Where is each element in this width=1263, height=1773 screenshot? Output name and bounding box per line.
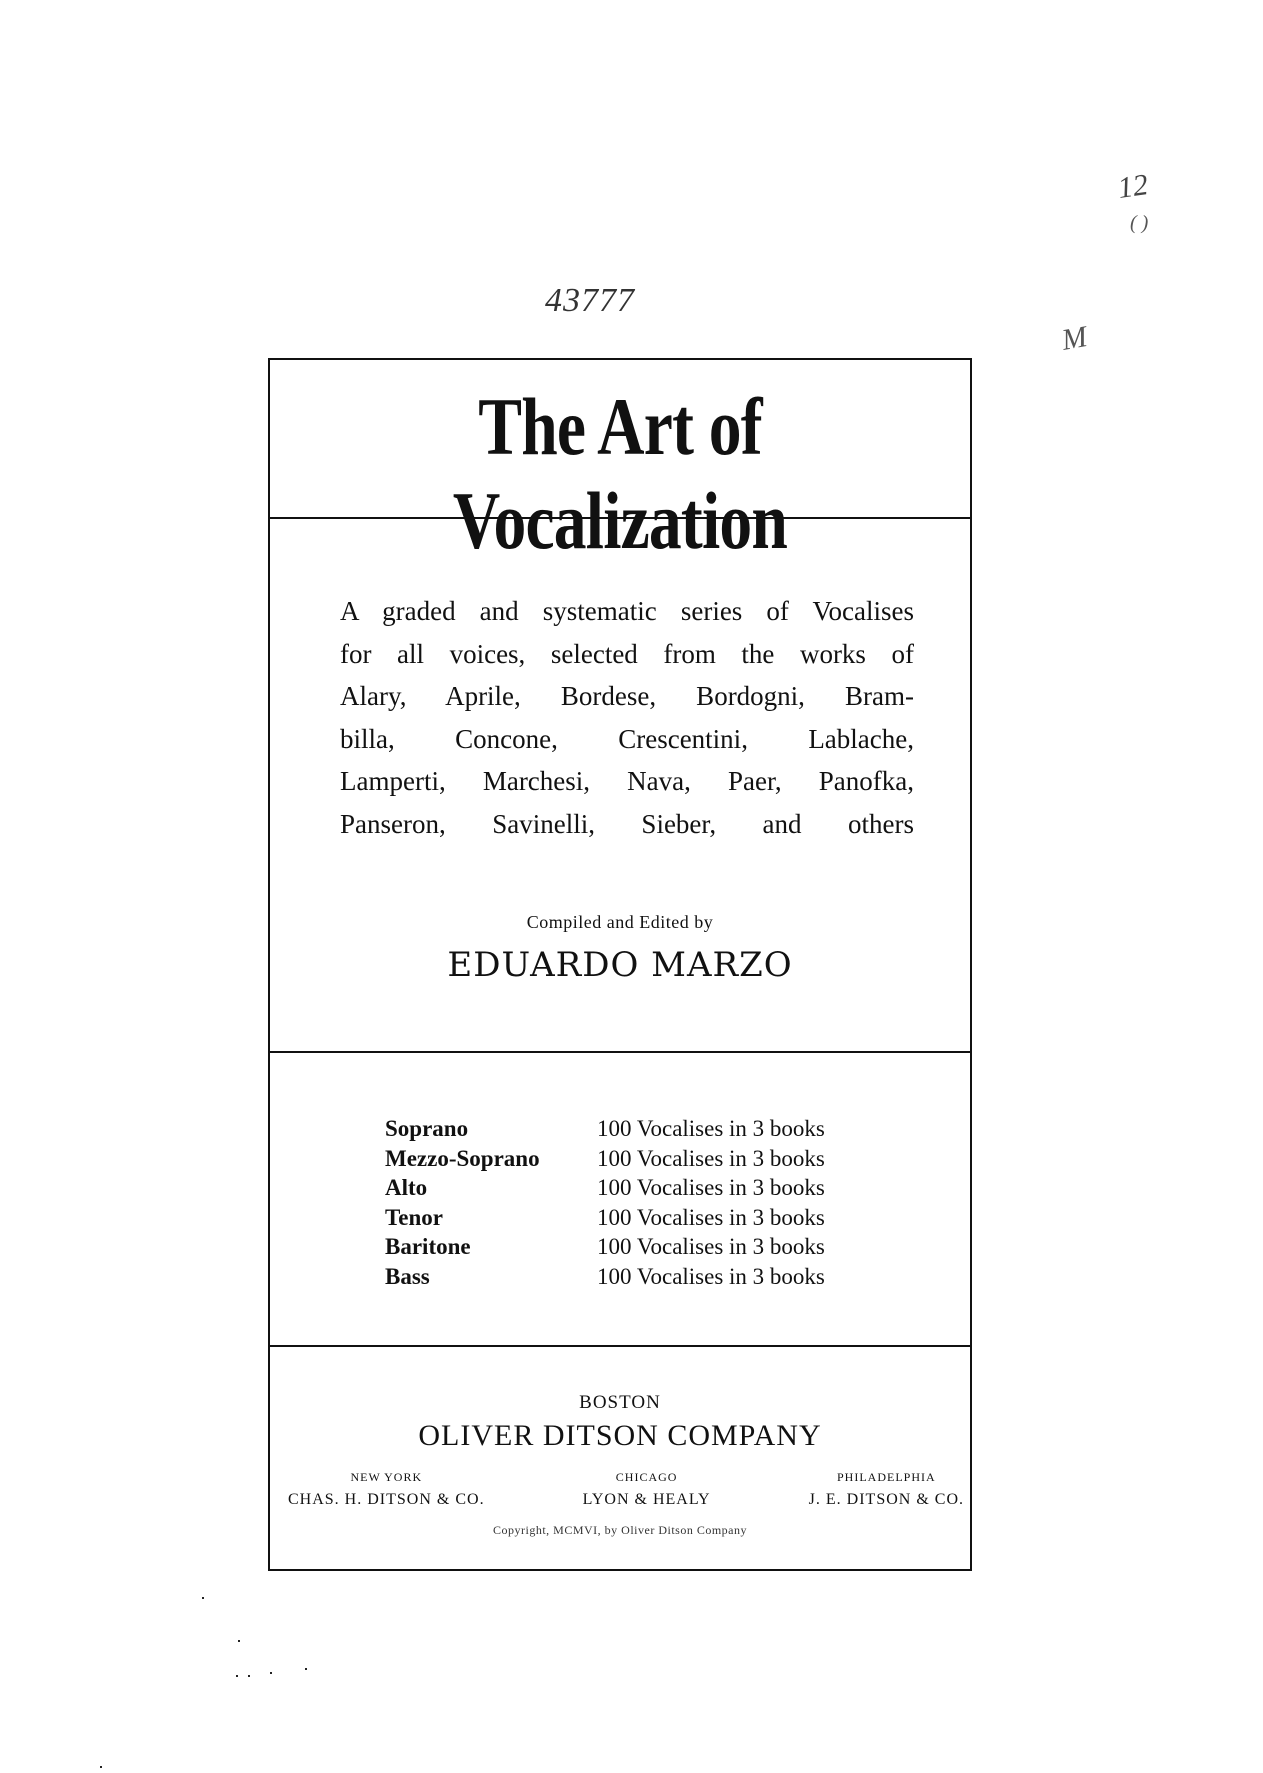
description-line: Alary, Aprile, Bordese, Bordogni, Bram- <box>340 681 914 711</box>
voice-description: 100 Vocalises in 3 books <box>597 1204 825 1230</box>
page-title: The Art of Vocalization <box>452 381 788 566</box>
voice-description: 100 Vocalises in 3 books <box>597 1263 825 1289</box>
handwritten-note-sub: ( ) <box>1130 212 1149 234</box>
imprint-city: BOSTON <box>579 1392 661 1413</box>
description <box>340 590 914 845</box>
voice-row <box>385 1173 825 1203</box>
handwritten-note: 12 <box>1115 168 1151 205</box>
speck <box>238 1640 240 1642</box>
description-line: Lamperti, Marchesi, Nava, Paer, Panofka, <box>340 766 914 796</box>
description-line: Panseron, Savinelli, Sieber, and others <box>340 808 914 839</box>
branch-firm: J. E. DITSON & CO. <box>808 1491 964 1508</box>
voice-row <box>385 1232 825 1262</box>
branch-office <box>809 1470 964 1509</box>
branch-office <box>583 1470 711 1509</box>
description-line: for all voices, selected from the works of <box>340 638 914 669</box>
speck <box>248 1675 250 1677</box>
speck <box>270 1672 272 1674</box>
editor-name: EDUARDO MARZO <box>447 945 793 985</box>
compiled-label: Compiled and Edited by <box>526 912 714 932</box>
divider-editor <box>270 1051 970 1053</box>
voice-description: 100 Vocalises in 3 books <box>597 1175 825 1200</box>
speck <box>305 1668 307 1670</box>
voice-name: Bass <box>385 1263 430 1289</box>
voice-row <box>385 1203 825 1233</box>
branch-city: PHILADELPHIA <box>836 1470 936 1484</box>
voice-name: Baritone <box>385 1234 471 1259</box>
branch-firm: CHAS. H. DITSON & CO. <box>288 1491 485 1508</box>
voice-name: Mezzo-Soprano <box>385 1145 540 1171</box>
voice-name: Tenor <box>385 1204 443 1230</box>
voice-row <box>385 1114 825 1144</box>
library-stamp-number: 43777 <box>545 282 635 319</box>
branch-city: NEW YORK <box>350 1470 423 1484</box>
handwritten-initial: M <box>1059 320 1090 357</box>
publisher-name: OLIVER DITSON COMPANY <box>418 1419 822 1452</box>
branch-firm: LYON & HEALY <box>582 1491 711 1508</box>
description-line: A graded and systematic series of Vocalises <box>340 596 914 626</box>
voice-description: 100 Vocalises in 3 books <box>597 1234 825 1259</box>
voice-description: 100 Vocalises in 3 books <box>597 1116 825 1141</box>
speck <box>236 1675 238 1677</box>
voices-table <box>385 1114 825 1291</box>
description-line: billa, Concone, Crescentini, Lablache, <box>340 723 914 754</box>
divider-voices <box>270 1345 970 1347</box>
branch-office <box>288 1470 485 1509</box>
branch-offices <box>288 1470 964 1509</box>
speck <box>100 1766 102 1768</box>
copyright-line: Copyright, MCMVI, by Oliver Ditson Company <box>493 1523 747 1537</box>
voice-row <box>385 1262 825 1292</box>
speck <box>202 1597 204 1599</box>
branch-city: CHICAGO <box>615 1470 678 1484</box>
voice-name: Soprano <box>385 1116 469 1141</box>
voice-description: 100 Vocalises in 3 books <box>597 1145 825 1171</box>
voice-name: Alto <box>385 1175 428 1200</box>
voice-row <box>385 1144 825 1174</box>
